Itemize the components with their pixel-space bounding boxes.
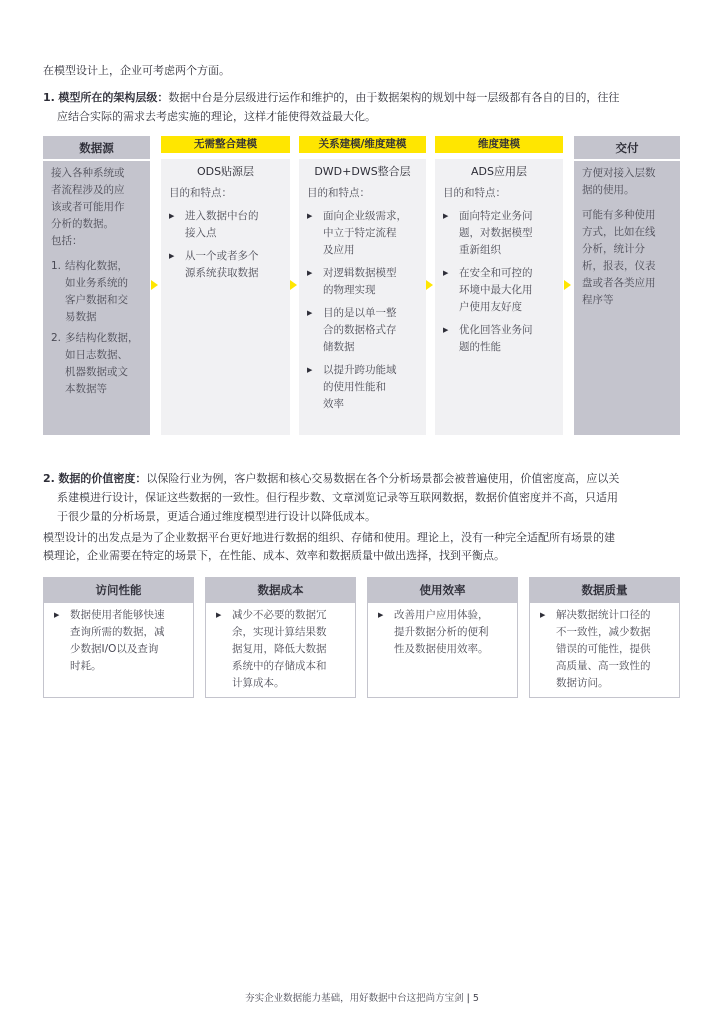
ads-subtitle: 目的和特点： [443,187,506,199]
bullet-line: ▶ 进入数据中台的 [185,210,259,222]
page-footer [0,992,724,1006]
item-line: 如日志数据、 [65,349,128,361]
item-line: 如业务系统的 [65,277,128,289]
bullet-line: 题，对数据模型 [459,227,533,239]
delivery-line: 析，报表，仪表 [582,260,656,272]
item-line: 机器数据或文 [65,366,128,378]
card-line: 时耗。 [70,660,102,672]
page-number: 5 [472,993,479,1004]
delivery-line: 盘或者各类应用 [582,277,656,289]
dwd-subtitle: 目的和特点： [307,187,370,199]
footer-text: 夯实企业数据能力基础，用好数据中台这把尚方宝剑 [245,993,464,1004]
card-title: 数据质量 [530,578,679,603]
point-1 [43,88,619,107]
card-title: 访问性能 [44,578,193,603]
bullet-line: 重新组织 [459,244,501,256]
card-usage-efficiency [367,577,518,698]
data-source-line: 该或者可能用作 [51,201,125,213]
bullet-line: ▶ 以提升跨功能域 [323,364,397,376]
delivery-line: 可能有多种使用 [582,209,656,221]
data-source-line: 包括： [51,235,83,247]
bullet-line: ▶ 优化回答业务问 [459,324,533,336]
dwd-layer-box [299,159,426,435]
item-line: 客户数据和交 [65,294,128,306]
card-line: ▶ 数据使用者能够快速 [70,609,165,621]
card-line: 性及数据使用效率。 [394,643,489,655]
bullet-line: 储数据 [323,341,355,353]
ods-layer-title: ODS贴源层 [196,165,255,178]
dwd-modeling-label: 关系建模/维度建模 [299,136,426,153]
footer-separator: | [466,993,470,1004]
summary-line-2: 模理论，企业需要在特定的场景下，在性能、成本、效率和数据质量中做出选择，找到平衡点。 [43,549,505,562]
delivery-column [574,136,680,435]
bullet-line: ▶ 对逻辑数据模型 [323,267,397,279]
delivery-line: 据的使用。 [582,184,635,196]
bullet-line: 题的性能 [459,341,501,353]
dwd-layer-title: DWD+DWS整合层 [314,165,411,178]
bullet-line: 中立于特定流程 [323,227,397,239]
card-line: 高质量、高一致性的 [556,660,651,672]
point-2-title: 数据的价值密度： [58,472,147,485]
card-line: ▶ 减少不必要的数据冗 [232,609,327,621]
bullet-line: ▶ 从一个或者多个 [185,250,259,262]
delivery-line: 方便对接入层数 [582,167,656,179]
delivery-line: 程序等 [582,294,614,306]
card-line: 提升数据分析的便利 [394,626,489,638]
item-line: 本数据等 [65,383,107,395]
card-line: 不一致性，减少数据 [556,626,651,638]
ads-layer-title: ADS应用层 [471,165,527,178]
card-title: 数据成本 [206,578,355,603]
data-source-item-1 [51,258,142,326]
card-line: 错误的可能性，提供 [556,643,651,655]
bullet-line: 户使用友好度 [459,301,522,313]
bullet-line: 接入点 [185,227,217,239]
dwd-bullet-2 [307,265,418,299]
card-bullet [378,607,507,658]
item-line: 结构化数据， [65,260,128,272]
point-2-line-2: 系建模进行设计，保证这些数据的一致性。但行程步数、文章浏览记录等互联网数据，数据价值密度并不高，只适用 [57,491,618,504]
point-2-line-3: 于很少量的分析场景，更适合通过维度模型进行设计以降低成本。 [57,510,376,523]
ads-bullet-3 [443,322,555,356]
card-line: 少数据I/O以及查询 [70,643,159,655]
point-2 [43,469,619,488]
card-line: 计算成本。 [232,677,285,689]
data-source-body [43,161,150,435]
point-1-line-2: 应结合实际的需求去考虑实施的理论，这样才能使得效益最大化。 [57,110,376,123]
point-2-line-1: 以保险行业为例，客户数据和核心交易数据在各个分析场景都会被普遍使用，价值密度高，应以关 [146,472,620,485]
ods-modeling-label: 无需整合建模 [161,136,290,153]
ads-bullet-2 [443,265,555,316]
card-line: ▶ 改善用户应用体验， [394,609,489,621]
bullet-line: 的物理实现 [323,284,376,296]
dwd-bullet-4 [307,362,418,413]
ods-subtitle: 目的和特点： [169,187,232,199]
ods-bullet-2 [169,248,282,282]
delivery-title: 交付 [574,136,680,160]
ads-modeling-label: 维度建模 [435,136,563,153]
bullet-line: 及应用 [323,244,355,256]
point-1-title: 模型所在的架构层级： [58,91,169,104]
card-line: 据复用，降低大数据 [232,643,327,655]
summary-line-1: 模型设计的出发点是为了企业数据平台更好地进行数据的组织、存储和使用。理论上，没有一种完全适配所有场景的建 [43,531,615,544]
bullet-line: 效率 [323,398,344,410]
card-access-performance [43,577,194,698]
card-bullet [540,607,669,692]
data-source-item-2 [51,330,142,398]
dwd-bullet-3 [307,305,418,356]
delivery-line: 方式，比如在线 [582,226,656,238]
bullet-line: 合的数据格式存 [323,324,397,336]
item-line: 易数据 [65,311,97,323]
flow-arrow-icon [564,280,571,290]
ods-bullet-1 [169,208,282,242]
intro-text: 在模型设计上，企业可考虑两个方面。 [43,64,230,77]
ads-layer-box [435,159,563,435]
item-line: 多结构化数据， [65,332,139,344]
data-source-title: 数据源 [43,136,150,160]
card-data-quality [529,577,680,698]
dwd-bullet-1 [307,208,418,259]
data-source-line: 者流程涉及的应 [51,184,125,196]
card-line: 系统中的存储成本和 [232,660,327,672]
card-data-cost [205,577,356,698]
card-line: 数据访问。 [556,677,609,689]
item-number: 2. [51,332,62,344]
card-bullet [216,607,345,692]
card-line: ▶ 解决数据统计口径的 [556,609,651,621]
flow-arrow-icon [290,280,297,290]
delivery-body [574,161,680,435]
bullet-line: 源系统获取数据 [185,267,259,279]
data-source-line: 分析的数据。 [51,218,114,230]
item-number: 1. [51,260,62,272]
delivery-line: 分析，统计分 [582,243,645,255]
point-1-line-1: 数据中台是分层级进行运作和维护的，由于数据架构的规划中每一层级都有各自的目的，往往 [168,91,620,104]
point-2-number: 2. [43,472,55,485]
bullet-line: ▶ 目的是以单一整 [323,307,397,319]
card-line: 查询所需的数据，减 [70,626,165,638]
ods-layer-box [161,159,290,435]
data-source-column [43,136,150,435]
card-title: 使用效率 [368,578,517,603]
bullet-line: ▶ 面向特定业务问 [459,210,533,222]
bullet-line: 的使用性能和 [323,381,386,393]
bullet-line: ▶ 在安全和可控的 [459,267,533,279]
ads-bullet-1 [443,208,555,259]
flow-arrow-icon [151,280,158,290]
data-source-line: 接入各种系统或 [51,167,125,179]
bullet-line: ▶ 面向企业级需求， [323,210,407,222]
card-bullet [54,607,183,675]
card-line: 余，实现计算结果数 [232,626,327,638]
flow-arrow-icon [426,280,433,290]
point-1-number: 1. [43,91,55,104]
bullet-line: 环境中最大化用 [459,284,533,296]
